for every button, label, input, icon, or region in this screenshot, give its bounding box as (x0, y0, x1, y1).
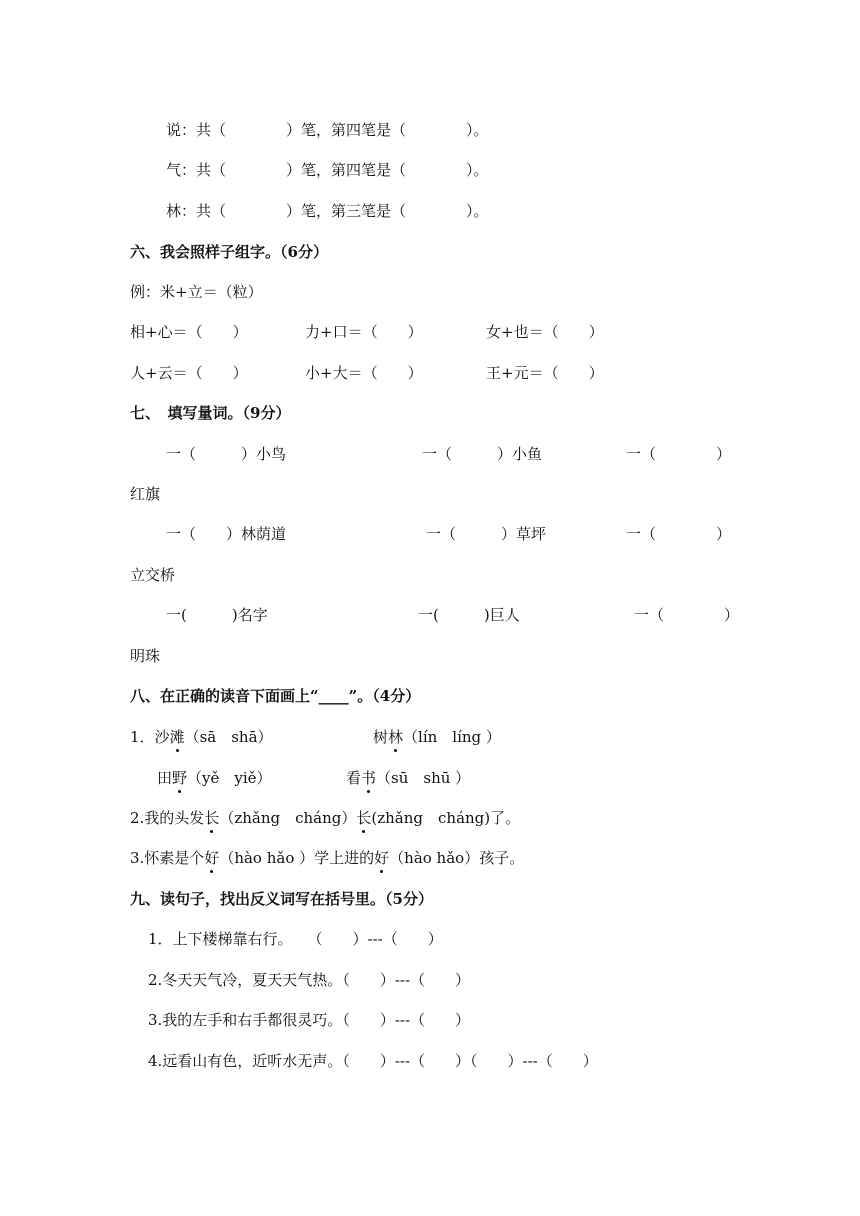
compose-item: 王+元＝（ ） (486, 364, 604, 382)
compose-item: 小+大＝（ ） (305, 364, 423, 382)
row-text: ：共（ ）笔，第三笔是（ ）。 (181, 202, 489, 220)
antonym-item: 1．上下楼梯靠右行。 （ ）---（ ） (148, 930, 443, 948)
section7-heading: 七、 填写量词。（9分） (130, 404, 291, 422)
pinyin-question-3 (130, 848, 524, 868)
compose-item: 相+心＝（ ） (130, 323, 248, 341)
pinyin-options: （sā shā） (184, 728, 273, 746)
dotted-char: 林 (388, 728, 404, 746)
text: (zhǎng cháng)了。 (371, 809, 521, 827)
measure-item: 一（ ） (626, 525, 732, 543)
dotted-char: 书 (361, 769, 377, 787)
char: 林 (166, 202, 182, 220)
compose-item: 人+云＝（ ） (130, 364, 248, 382)
compose-item: 力+口＝（ ） (305, 323, 423, 341)
question-number: 1． (130, 728, 155, 746)
antonym-item: 2.冬天天气冷，夏天天气热。（ ）---（ ） (148, 971, 471, 989)
word-char: 看 (346, 769, 362, 787)
stroke-row-1 (166, 120, 489, 140)
char: 说 (166, 121, 182, 139)
dotted-char: 长 (204, 809, 220, 827)
pinyin-item-2 (373, 727, 501, 747)
word-char: 树 (373, 728, 389, 746)
pinyin-item-3 (157, 768, 272, 788)
dotted-char: 滩 (169, 728, 185, 746)
measure-item: 一（ ）小鸟 (166, 445, 287, 463)
dotted-char: 好 (204, 849, 220, 867)
pinyin-options: （lín líng ） (403, 728, 501, 746)
section9-heading: 九、读句子，找出反义词写在括号里。（5分） (130, 890, 433, 908)
measure-item: 一( )巨人 (418, 606, 520, 624)
section8-heading: 八、在正确的读音下面画上“____”。（4分） (130, 687, 421, 705)
section6-heading: 六、我会照样子组字。（6分） (130, 243, 328, 261)
pinyin-item-1 (130, 727, 273, 747)
measure-wrap: 明珠 (130, 647, 161, 665)
stroke-row-2 (166, 160, 489, 180)
dotted-char: 野 (172, 769, 188, 787)
text: （hào hǎo）孩子。 (389, 849, 525, 867)
pinyin-item-4 (346, 768, 470, 788)
pinyin-question-2 (130, 808, 520, 828)
compose-item: 女+也＝（ ） (486, 323, 604, 341)
text: （zhǎng cháng） (219, 809, 357, 827)
measure-item: 一（ ）林荫道 (166, 525, 287, 543)
row-text: ：共（ ）笔，第四笔是（ ）。 (181, 121, 489, 139)
text: （hào hǎo ）学上进的 (219, 849, 375, 867)
text: 3.怀素是个 (130, 849, 205, 867)
measure-item: 一（ ）草坪 (426, 525, 547, 543)
text: 2.我的头发 (130, 809, 205, 827)
antonym-item: 3.我的左手和右手都很灵巧。（ ）---（ ） (148, 1011, 471, 1029)
measure-item: 一（ ） (634, 606, 740, 624)
word-char: 田 (157, 769, 173, 787)
measure-wrap: 红旗 (130, 485, 161, 503)
word-char: 沙 (154, 728, 170, 746)
dotted-char: 长 (356, 809, 372, 827)
antonym-item: 4.远看山有色，近听水无声。（ ）---（ ）（ ）---（ ） (148, 1052, 598, 1070)
stroke-row-3 (166, 201, 489, 221)
pinyin-options: （sū shū ） (376, 769, 471, 787)
section6-example: 例：米+立＝（粒） (130, 283, 263, 301)
dotted-char: 好 (374, 849, 390, 867)
measure-wrap: 立交桥 (130, 566, 176, 584)
measure-item: 一( )名字 (166, 606, 268, 624)
measure-item: 一（ ） (626, 445, 732, 463)
pinyin-options: （yě yiě） (187, 769, 272, 787)
measure-item: 一（ ）小鱼 (422, 445, 543, 463)
char: 气 (166, 161, 182, 179)
row-text: ：共（ ）笔，第四笔是（ ）。 (181, 161, 489, 179)
